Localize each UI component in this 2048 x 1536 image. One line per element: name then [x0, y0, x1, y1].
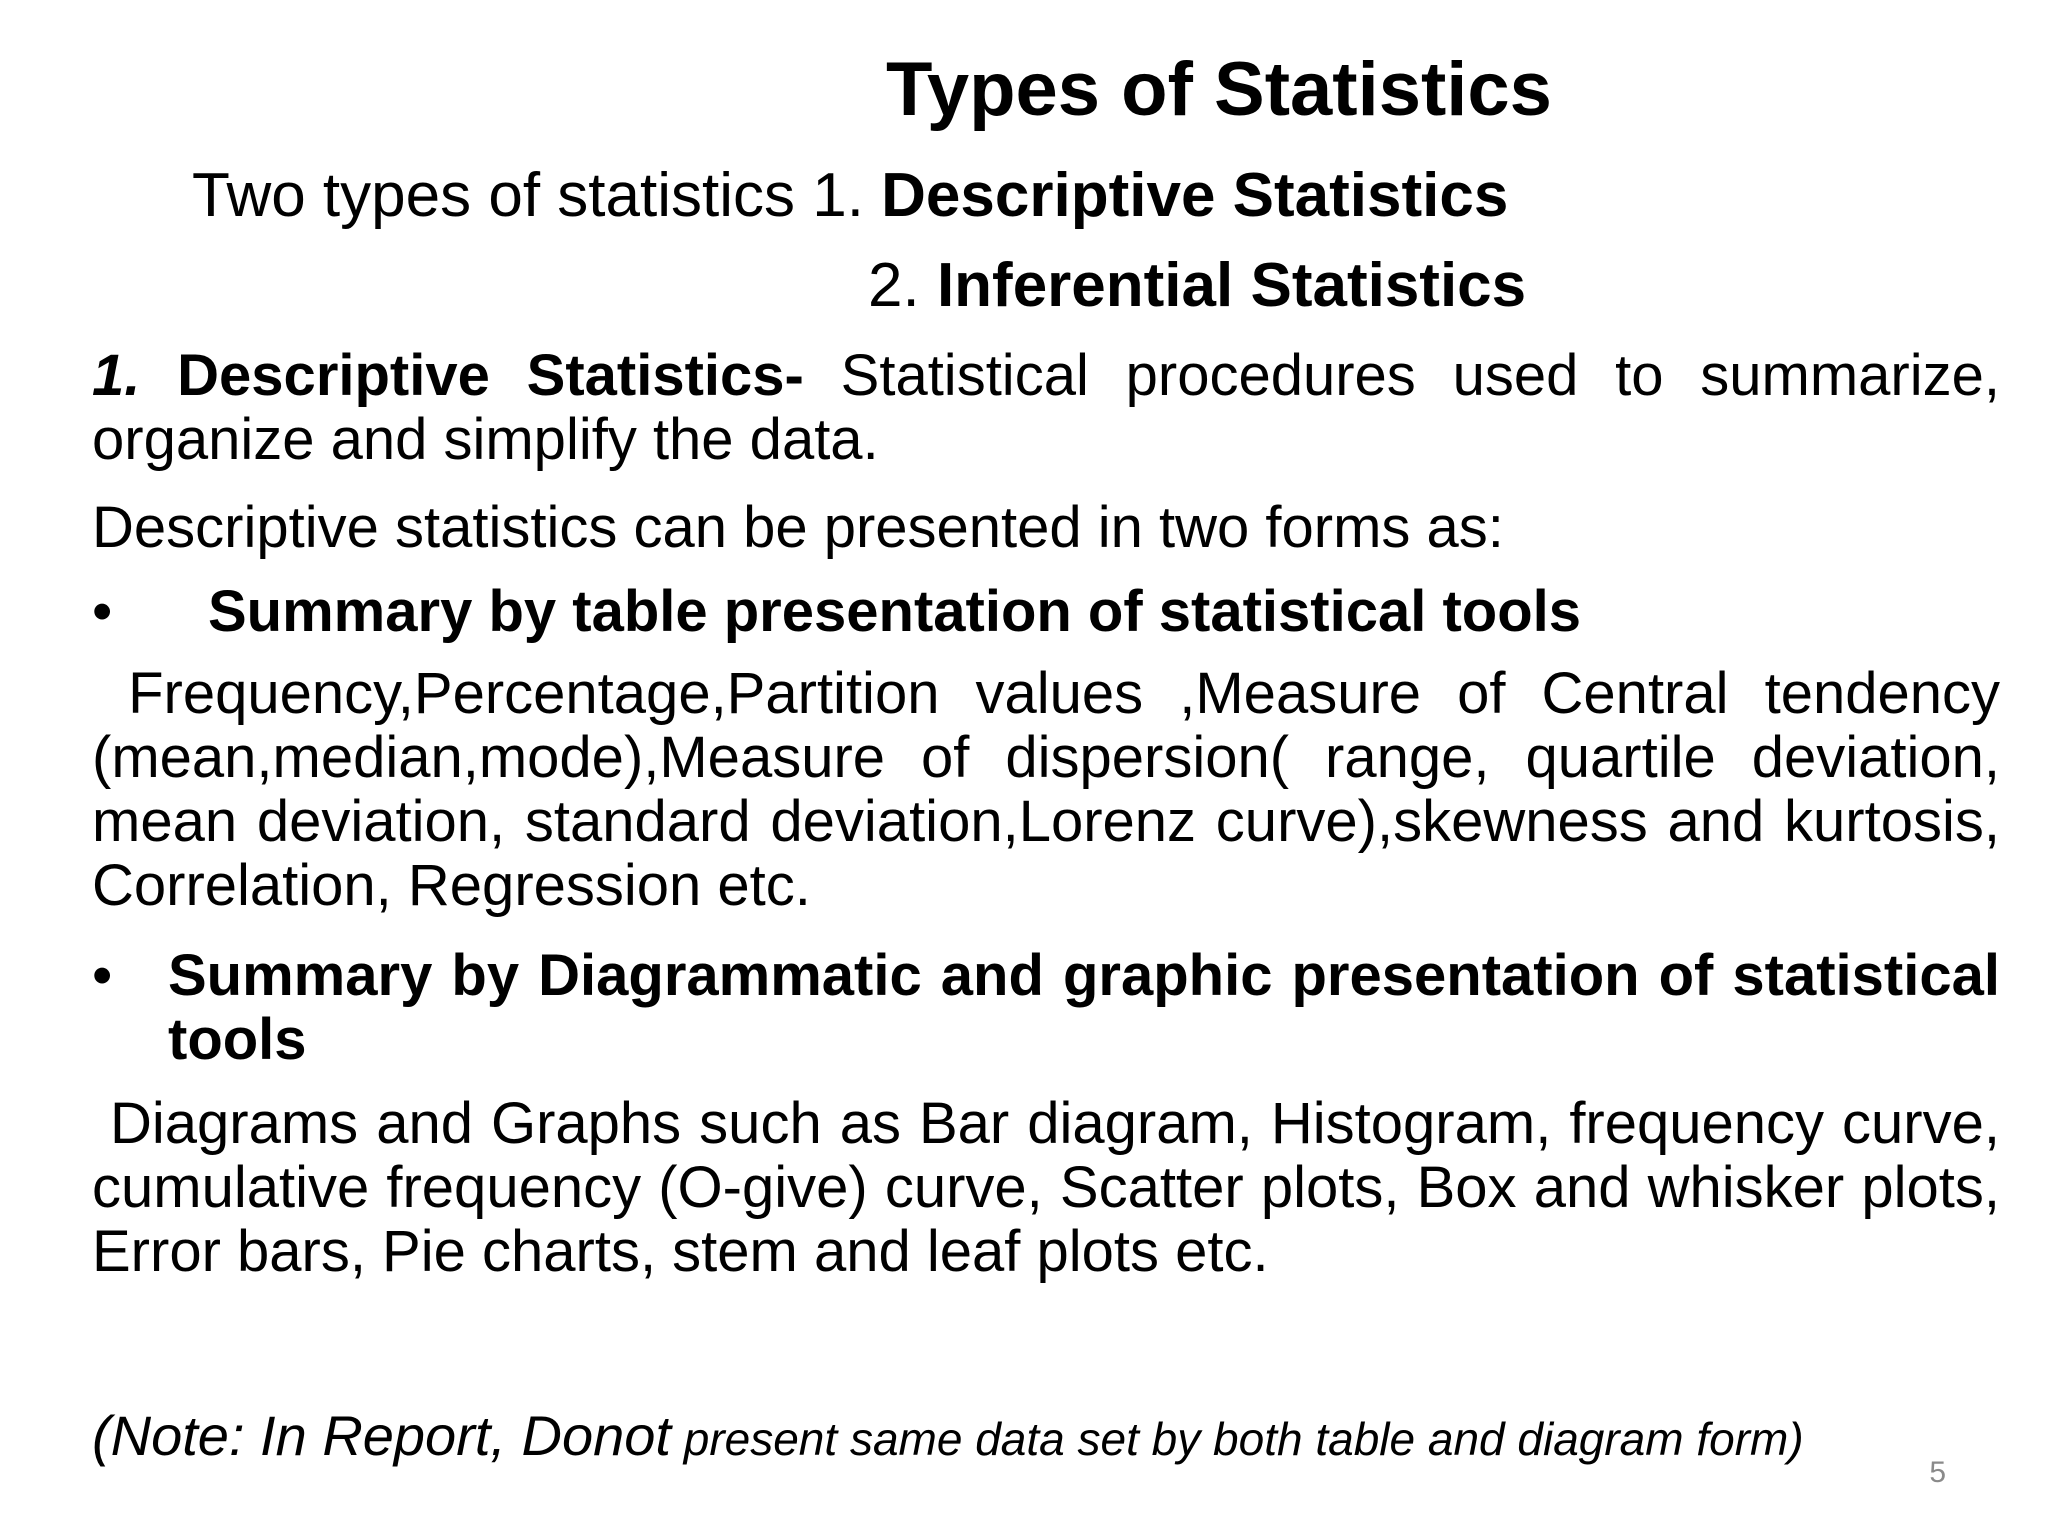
descriptive-number: 1.	[92, 343, 141, 408]
page-number: 5	[1929, 1456, 1946, 1489]
intro-prefix-1: Two types of statistics 1.	[192, 161, 864, 230]
bullet-diagram-heading: Summary by Diagrammatic and graphic presentation of statistical tools	[168, 943, 2000, 1072]
descriptive-definition	[92, 344, 2000, 472]
table-tools-paragraph	[92, 662, 2000, 918]
slide-title: Types of Statistics	[886, 47, 1552, 132]
intro-prefix-2: 2.	[868, 251, 920, 320]
table-tools-text: Frequency,Percentage,Partition values ,Measure of Central tendency (mean,median,mode),Measure of dispersion( range, quartile deviation, mean deviation, standard deviation,Lorenz curve),skewness and kurtosis, Correlation, Regression etc.	[92, 661, 2000, 918]
descriptive-forms-intro: Descriptive statistics can be presented in two forms as:	[92, 495, 1504, 560]
note-part-1: (Note: In Report, Donot	[92, 1404, 671, 1467]
intro-inferential-label: Inferential Statistics	[936, 251, 1527, 320]
bullet-table-heading: Summary by table presentation of statistical tools	[208, 579, 1581, 644]
intro-line-descriptive	[192, 156, 1508, 236]
descriptive-definition-text: Statistical procedures used to summarize, organize and simplify the data.	[92, 343, 2000, 472]
bullet-marker: •	[92, 943, 113, 1008]
diagram-tools-text: Diagrams and Graphs such as Bar diagram, Histogram, frequency curve, cumulative frequency (O-give) curve, Scatter plots, Box and whisker plots, Error bars, Pie charts, stem and leaf plots etc.	[92, 1091, 2000, 1284]
bullet-table-summary	[92, 580, 2000, 644]
intro-line-inferential	[868, 246, 1526, 326]
bullet-diagram-summary	[92, 944, 2000, 1072]
bullet-marker: •	[92, 579, 113, 644]
note-part-2: present same data set by both table and diagram form)	[670, 1413, 1804, 1465]
descriptive-heading: Descriptive Statistics-	[177, 343, 804, 408]
diagram-tools-paragraph	[92, 1092, 2000, 1284]
report-note	[92, 1404, 2000, 1471]
intro-descriptive-label: Descriptive Statistics	[881, 161, 1509, 230]
